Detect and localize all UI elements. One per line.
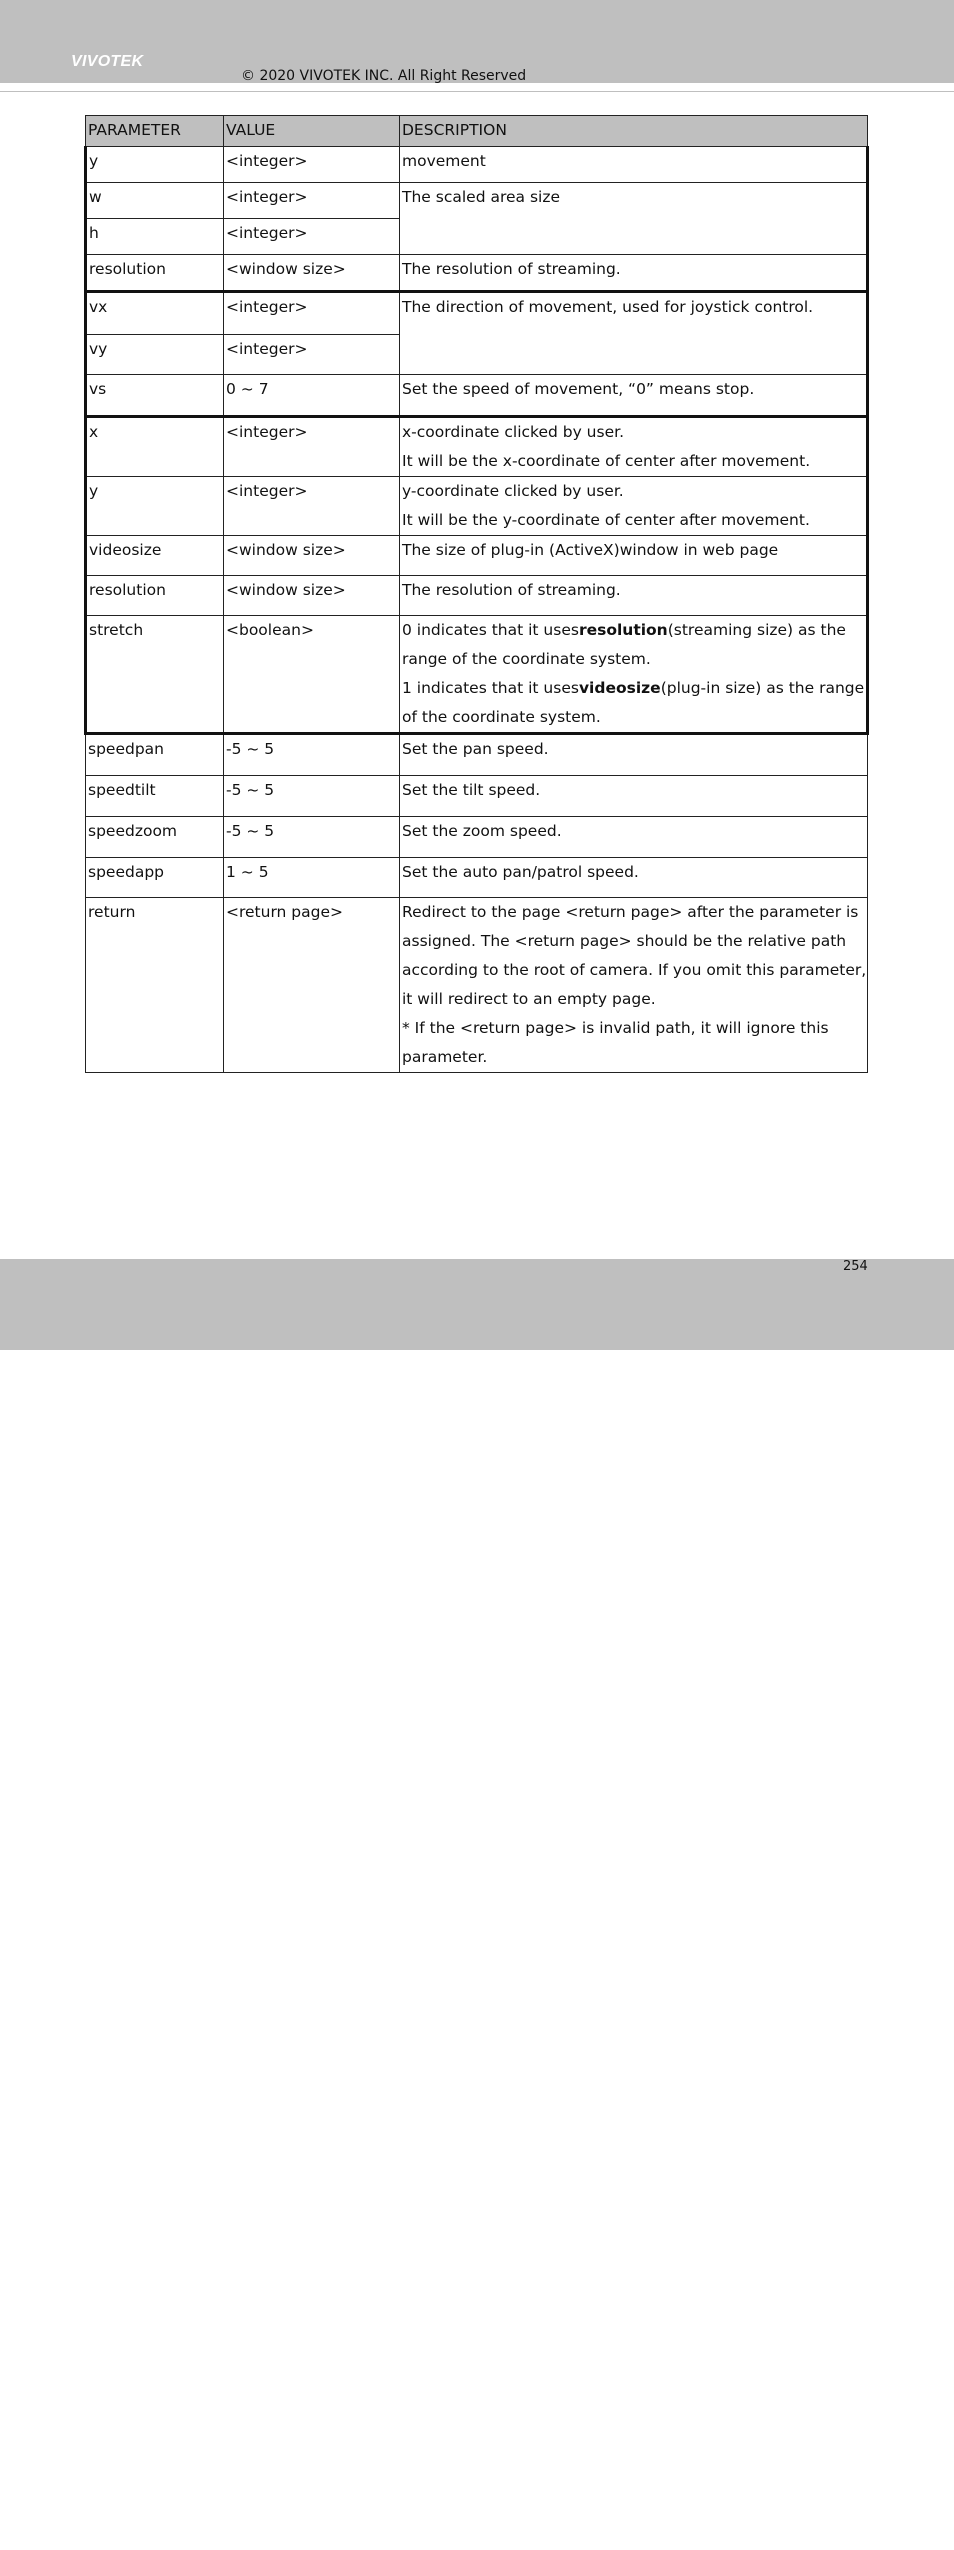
description-line: It will be the y-coordinate of center after movement. [402,511,810,529]
value-cell: 1 ~ 5 [224,858,400,898]
value-cell: 0 ~ 7 [224,375,400,417]
description-cell [400,616,868,734]
table-row [86,183,868,219]
table-row [86,616,868,734]
description-cell: The size of plug-in (ActiveX)window in web page [400,536,868,576]
description-text: 1 indicates that it uses [402,679,579,697]
parameter-table [84,115,869,1073]
table-row [86,858,868,898]
value-cell: <integer> [224,292,400,335]
value-cell: <integer> [224,147,400,183]
table-row [86,477,868,536]
description-cell: Set the speed of movement, “0” means stop. [400,375,868,417]
keyword-videosize: videosize [578,679,661,697]
param-cell: speedtilt [86,776,224,817]
description-text: 0 indicates that it uses [402,621,579,639]
param-cell: stretch [86,616,224,734]
param-cell: y [86,147,224,183]
table-row [86,898,868,1073]
description-line: It will be the x-coordinate of center after movement. [402,452,811,470]
value-cell: <integer> [224,335,400,375]
table-row [86,255,868,292]
value-cell: -5 ~ 5 [224,734,400,776]
param-cell: vx [86,292,224,335]
column-header-value: VALUE [224,116,400,147]
param-cell: resolution [86,255,224,292]
param-cell: speedapp [86,858,224,898]
description-line [402,616,866,674]
value-cell: <integer> [224,417,400,477]
description-cell [400,477,868,536]
column-header-parameter: PARAMETER [86,116,224,147]
description-cell: Set the tilt speed. [400,776,868,817]
page-header [0,0,954,83]
description-cell: Set the auto pan/patrol speed. [400,858,868,898]
table-row [86,734,868,776]
brand-logo: VIVOTEK [71,53,144,70]
description-text: (streaming size) as the range of the coordinate system. [402,621,846,668]
description-cell: The scaled area size [400,183,868,255]
param-cell: speedzoom [86,817,224,858]
description-cell: The direction of movement, used for joystick control. [400,292,868,375]
value-cell: <window size> [224,576,400,616]
description-line [402,674,866,732]
value-cell: <integer> [224,219,400,255]
value-cell: <integer> [224,477,400,536]
keyword-resolution: resolution [578,621,668,639]
description-line: y-coordinate clicked by user. [402,482,624,500]
table-row [86,536,868,576]
param-cell: speedpan [86,734,224,776]
value-cell: <integer> [224,183,400,219]
column-header-description: DESCRIPTION [400,116,868,147]
description-line: * If the <return page> is invalid path, it will ignore this parameter. [402,1019,829,1066]
description-cell: Set the pan speed. [400,734,868,776]
value-cell: -5 ~ 5 [224,776,400,817]
table-row [86,576,868,616]
description-line: x-coordinate clicked by user. [402,423,624,441]
param-cell: videosize [86,536,224,576]
param-cell: h [86,219,224,255]
param-cell: vy [86,335,224,375]
page-number: 254 [843,1259,868,1274]
description-cell: movement [400,147,868,183]
value-cell: -5 ~ 5 [224,817,400,858]
table-row [86,375,868,417]
param-cell: w [86,183,224,219]
value-cell: <window size> [224,536,400,576]
description-cell [400,417,868,477]
description-line: Redirect to the page <return page> after the parameter is assigned. The <return page> should be the relative path according to the root of camera. If you omit this parameter, it will redirect to an empty page. [402,903,867,1008]
page-footer [0,1259,954,2550]
description-cell: The resolution of streaming. [400,255,868,292]
table-row [86,147,868,183]
header-divider [0,91,954,92]
table-header-row [86,116,868,147]
param-cell: vs [86,375,224,417]
table-row [86,417,868,477]
table-row [86,292,868,335]
description-cell: The resolution of streaming. [400,576,868,616]
table-row [86,776,868,817]
value-cell: <boolean> [224,616,400,734]
param-cell: y [86,477,224,536]
copyright-text: © 2020 VIVOTEK INC. All Right Reserved [241,68,527,84]
param-cell: return [86,898,224,1073]
param-cell: resolution [86,576,224,616]
description-cell: Set the zoom speed. [400,817,868,858]
description-cell [400,898,868,1073]
param-cell: x [86,417,224,477]
table-row [86,817,868,858]
value-cell: <return page> [224,898,400,1073]
value-cell: <window size> [224,255,400,292]
manual-page-label: 408 - User's Manual [69,2534,194,2550]
description-text: (plug-in size) as the range of the coordinate system. [402,679,865,726]
